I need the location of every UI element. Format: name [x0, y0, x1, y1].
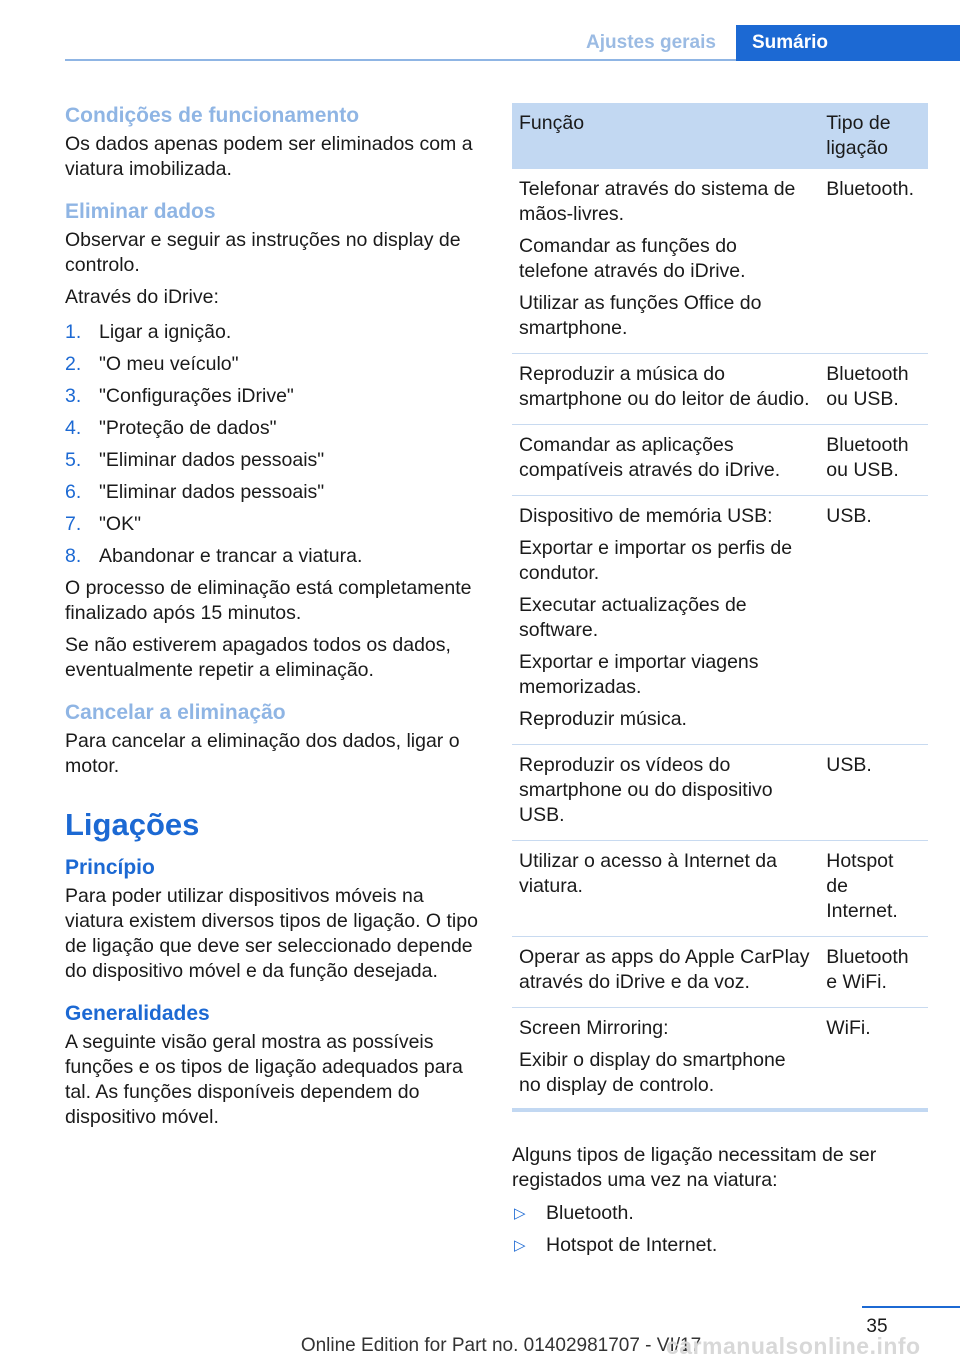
cell-funcao — [512, 841, 819, 937]
step-number: 3. — [65, 385, 82, 407]
para-processo: O processo de eliminação está completamente finalizado após 15 minutos. — [65, 577, 472, 624]
cell-tipo: Hotspot de Internet. — [819, 841, 928, 937]
heading-ligacoes: Ligações — [65, 807, 200, 842]
page-number-rule — [862, 1306, 960, 1308]
heading-condicoes: Condições de funcionamento — [65, 104, 360, 127]
right-notes — [512, 1143, 928, 1265]
cell-funcao — [512, 745, 819, 841]
table-row — [512, 745, 928, 841]
cell-tipo: Bluetooth ou USB. — [819, 425, 928, 496]
cell-funcao — [512, 169, 819, 354]
para-condicoes: Os dados apenas podem ser eliminados com a viatura imobilizada. — [65, 133, 473, 180]
cell-funcao — [512, 1008, 819, 1111]
cell-line: Exportar e importar os perfis de condutor. — [519, 537, 793, 584]
step-text: "Eliminar dados pessoais" — [99, 449, 325, 471]
header-tab-sumario[interactable]: Sumário — [736, 25, 960, 61]
connection-bullets — [512, 1201, 928, 1265]
cell-funcao — [512, 425, 819, 496]
table-row — [512, 496, 928, 745]
cell-tipo: USB. — [819, 496, 928, 745]
cell-line: Comandar as aplicações compatíveis através do iDrive. — [519, 434, 781, 481]
step-text: "O meu veículo" — [99, 353, 239, 375]
cell-tipo: USB. — [819, 745, 928, 841]
step-number: 8. — [65, 545, 82, 567]
step-number: 4. — [65, 417, 82, 439]
cell-line: Utilizar o acesso à Internet da viatura. — [519, 850, 777, 897]
table-row — [512, 169, 928, 354]
para-cancelar: Para cancelar a eliminação dos dados, ligar o motor. — [65, 730, 460, 777]
page-number: 35 — [866, 1316, 888, 1337]
table-row — [512, 425, 928, 496]
list-item — [512, 1201, 928, 1233]
step-item — [65, 544, 480, 576]
cell-funcao — [512, 354, 819, 425]
step-text: Abandonar e trancar a viatura. — [99, 545, 363, 567]
para-eliminar-2: Através do iDrive: — [65, 286, 219, 308]
cell-funcao — [512, 496, 819, 745]
functions-table — [512, 103, 928, 1112]
step-item — [65, 416, 480, 448]
col-header-tipo: Tipo de ligação — [819, 103, 928, 169]
step-text: "Configurações iDrive" — [99, 385, 294, 407]
para-principio: Para poder utilizar dispositivos móveis na viatura existem diversos tipos de ligação. O tipo de ligação que deve ser seleccionado depende do dispositivo móvel e da função desejada. — [65, 885, 478, 982]
cell-line: Reproduzir a música do smartphone ou do leitor de áudio. — [519, 363, 810, 410]
para-registo: Alguns tipos de ligação necessitam de ser registados uma vez na viatura: — [512, 1144, 877, 1191]
heading-eliminar: Eliminar dados — [65, 200, 216, 223]
cell-line: Operar as apps do Apple CarPlay através do iDrive e da voz. — [519, 946, 810, 993]
cell-line: Exportar e importar viagens memorizadas. — [519, 651, 759, 698]
table-row — [512, 937, 928, 1008]
heading-cancelar: Cancelar a eliminação — [65, 701, 286, 724]
watermark: carmanualsonline.info — [666, 1333, 921, 1359]
step-number: 2. — [65, 353, 82, 375]
cell-tipo: WiFi. — [819, 1008, 928, 1111]
step-number: 1. — [65, 321, 82, 343]
table-header-row — [512, 103, 928, 169]
left-column — [65, 100, 480, 1130]
step-number: 5. — [65, 449, 82, 471]
cell-line: Exibir o display do smartphone no display de controlo. — [519, 1049, 786, 1096]
step-item — [65, 480, 480, 512]
step-text: "Eliminar dados pessoais" — [99, 481, 325, 503]
cell-line: Comandar as funções do telefone através do iDrive. — [519, 235, 746, 282]
cell-line: Utilizar as funções Office do smartphone. — [519, 292, 762, 339]
step-item — [65, 320, 480, 352]
para-repetir: Se não estiverem apagados todos os dados, eventualmente repetir a eliminação. — [65, 634, 451, 681]
bullet-text: Bluetooth. — [546, 1202, 634, 1224]
step-text: "Proteção de dados" — [99, 417, 277, 439]
para-generalidades: A seguinte visão geral mostra as possíveis funções e os tipos de ligação adequados para tal. As funções disponíveis dependem do dispositivo móvel. — [65, 1031, 463, 1128]
cell-tipo: Bluetooth e WiFi. — [819, 937, 928, 1008]
triangle-bullet-icon: ▷ — [514, 1205, 526, 1222]
step-item — [65, 352, 480, 384]
cell-line: Reproduzir os vídeos do smartphone ou do dispositivo USB. — [519, 754, 773, 826]
col-header-funcao: Função — [512, 103, 819, 169]
cell-line: Executar actualizações de software. — [519, 594, 747, 641]
step-item — [65, 448, 480, 480]
step-text: Ligar a ignição. — [99, 321, 232, 343]
cell-tipo: Bluetooth. — [819, 169, 928, 354]
table-row — [512, 841, 928, 937]
cell-funcao — [512, 937, 819, 1008]
bullet-text: Hotspot de Internet. — [546, 1234, 718, 1256]
step-number: 6. — [65, 481, 82, 503]
steps-list — [65, 320, 480, 576]
footer-edition: Online Edition for Part no. 01402981707 - VI/17 — [300, 1335, 702, 1356]
list-item — [512, 1233, 928, 1265]
cell-line: Dispositivo de memória USB: — [519, 505, 773, 527]
heading-generalidades: Generalidades — [65, 1002, 210, 1025]
table-row — [512, 354, 928, 425]
step-item — [65, 384, 480, 416]
header-section-link[interactable]: Ajustes gerais — [586, 32, 716, 53]
triangle-bullet-icon: ▷ — [514, 1237, 526, 1254]
cell-line: Telefonar através do sistema de mãos-livres. — [519, 178, 796, 225]
cell-line: Reproduzir música. — [519, 708, 687, 730]
step-item — [65, 512, 480, 544]
cell-tipo: Bluetooth ou USB. — [819, 354, 928, 425]
step-number: 7. — [65, 513, 82, 535]
cell-line: Screen Mirroring: — [519, 1017, 669, 1039]
heading-principio: Princípio — [65, 856, 155, 879]
table-row — [512, 1008, 928, 1111]
para-eliminar-1: Observar e seguir as instruções no display de controlo. — [65, 229, 461, 276]
step-text: "OK" — [99, 513, 142, 535]
